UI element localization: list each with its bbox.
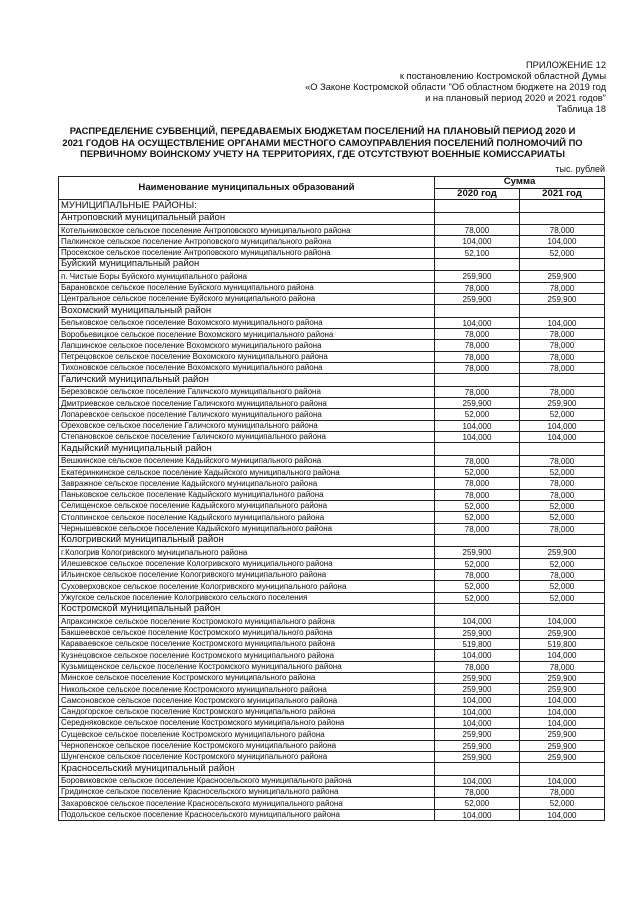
table-row [59, 706, 605, 717]
appendix-header [305, 60, 606, 115]
title-line-1: РАСПРЕДЕЛЕНИЕ СУБВЕНЦИЙ, ПЕРЕДАВАЕМЫХ БЮДЖЕТАМ ПОСЕЛЕНИЙ НА ПЛАНОВЫЙ ПЕРИОД 2020 И [69, 125, 576, 136]
row-name: Кузьмищенское сельское поселение Костромского муниципального района [59, 661, 435, 672]
row-name: Екатеринкинское сельское поселение Кадыйского муниципального района [59, 467, 435, 478]
row-sum-2020: 259,900 [435, 271, 520, 282]
table-row [59, 317, 605, 328]
table-row [59, 512, 605, 523]
row-sum-2021 [520, 763, 605, 776]
row-name: Центральное сельское поселение Буйского муниципального района [59, 293, 435, 304]
row-name: г.Кологрив Кологривского муниципального района [59, 547, 435, 558]
table-row [59, 798, 605, 809]
table-row [59, 603, 605, 616]
row-name: Петрецовское сельское поселение Вохомского муниципального района [59, 351, 435, 362]
row-sum-2021: 52,000 [520, 798, 605, 809]
row-name: Илешевское сельское поселение Кологривского муниципального района [59, 558, 435, 569]
table-row [59, 478, 605, 489]
row-name: Суховерховское сельское поселение Кологривского муниципального района [59, 581, 435, 592]
row-name: Степановское сельское поселение Галичского муниципального района [59, 431, 435, 442]
row-sum-2021: 259,900 [520, 293, 605, 304]
table-row [59, 775, 605, 786]
row-sum-2021 [520, 374, 605, 387]
row-sum-2021: 52,000 [520, 512, 605, 523]
row-sum-2020: 259,900 [435, 293, 520, 304]
appendix-law-period: и на плановый период 2020 и 2021 годов" [425, 93, 606, 103]
table-row [59, 455, 605, 466]
row-sum-2020: 78,000 [435, 489, 520, 500]
table-row [59, 616, 605, 627]
row-sum-2021: 259,900 [520, 271, 605, 282]
table-row [59, 751, 605, 762]
row-sum-2020: 104,000 [435, 420, 520, 431]
row-sum-2021: 259,900 [520, 740, 605, 751]
row-sum-2020: 52,000 [435, 798, 520, 809]
row-name: Ильинское сельское поселение Кологривского муниципального района [59, 569, 435, 580]
row-sum-2020 [435, 200, 520, 213]
row-sum-2020 [435, 443, 520, 456]
row-name: Палкинское сельское поселение Антроповского муниципального района [59, 236, 435, 247]
row-name: Шунгенское сельское поселение Костромского муниципального района [59, 751, 435, 762]
table-row [59, 500, 605, 511]
table-row [59, 547, 605, 558]
row-name: Столпинское сельское поселение Кадыйского муниципального района [59, 512, 435, 523]
row-name: Сандогорское сельское поселение Костромского муниципального района [59, 706, 435, 717]
row-name: Котельниковское сельское поселение Антроповского муниципального района [59, 225, 435, 236]
row-name: Середняковское сельское поселение Костромского муниципального района [59, 717, 435, 728]
table-row [59, 558, 605, 569]
row-sum-2021: 104,000 [520, 420, 605, 431]
row-sum-2020: 259,900 [435, 729, 520, 740]
subsidy-table [58, 176, 605, 821]
row-sum-2021 [520, 212, 605, 225]
row-sum-2020: 78,000 [435, 329, 520, 340]
row-sum-2020: 78,000 [435, 386, 520, 397]
row-sum-2021: 78,000 [520, 225, 605, 236]
row-name: Лопаревское сельское поселение Галичского муниципального района [59, 409, 435, 420]
table-row [59, 638, 605, 649]
row-name: Вешкинское сельское поселение Кадыйского муниципального района [59, 455, 435, 466]
row-sum-2020: 78,000 [435, 786, 520, 797]
row-sum-2021: 78,000 [520, 329, 605, 340]
row-sum-2020: 52,000 [435, 512, 520, 523]
table-body [59, 200, 605, 821]
appendix-reference: к постановлению Костромской областной Думы [399, 71, 606, 81]
row-name: Чернопенское сельское поселение Костромского муниципального района [59, 740, 435, 751]
row-sum-2021: 104,000 [520, 616, 605, 627]
column-header-2021: 2021 год [520, 188, 605, 200]
row-name: Просекское сельское поселение Антроповского муниципального района [59, 247, 435, 258]
title-line-3: ПЕРВИЧНОМУ ВОИНСКОМУ УЧЕТУ НА ТЕРРИТОРИЯХ, ГДЕ ОТСУТСТВУЮТ ВОЕННЫЕ КОМИССАРИАТЫ [80, 148, 565, 159]
row-sum-2021: 259,900 [520, 627, 605, 638]
row-sum-2021: 78,000 [520, 386, 605, 397]
row-sum-2021: 519,800 [520, 638, 605, 649]
table-row [59, 247, 605, 258]
row-sum-2020: 52,100 [435, 247, 520, 258]
row-sum-2020: 78,000 [435, 569, 520, 580]
row-sum-2021: 104,000 [520, 650, 605, 661]
table-row [59, 225, 605, 236]
table-row [59, 305, 605, 318]
row-name: Кологривский муниципальный район [59, 534, 435, 547]
row-sum-2020: 104,000 [435, 717, 520, 728]
row-sum-2021: 52,000 [520, 500, 605, 511]
table-row [59, 212, 605, 225]
row-sum-2020: 104,000 [435, 317, 520, 328]
table-row [59, 786, 605, 797]
row-sum-2021: 259,900 [520, 751, 605, 762]
row-sum-2020: 78,000 [435, 225, 520, 236]
row-sum-2020: 104,000 [435, 706, 520, 717]
row-sum-2021: 78,000 [520, 661, 605, 672]
table-row [59, 200, 605, 213]
row-sum-2020: 52,000 [435, 581, 520, 592]
row-sum-2020: 104,000 [435, 809, 520, 820]
row-sum-2021: 78,000 [520, 282, 605, 293]
table-row [59, 362, 605, 373]
table-row [59, 282, 605, 293]
row-sum-2021 [520, 200, 605, 213]
row-name: Боровиковское сельское поселение Красносельского муниципального района [59, 775, 435, 786]
row-name: Селищенское сельское поселение Кадыйского муниципального района [59, 500, 435, 511]
row-sum-2021: 78,000 [520, 786, 605, 797]
row-sum-2020: 78,000 [435, 661, 520, 672]
row-sum-2021: 78,000 [520, 340, 605, 351]
row-name: Завражное сельское поселение Кадыйского муниципального района [59, 478, 435, 489]
row-sum-2020: 259,900 [435, 398, 520, 409]
row-sum-2020: 104,000 [435, 775, 520, 786]
row-sum-2021: 52,000 [520, 247, 605, 258]
table-row [59, 386, 605, 397]
row-name: Минское сельское поселение Костромского муниципального района [59, 672, 435, 683]
row-sum-2021: 104,000 [520, 695, 605, 706]
units-label: тыс. рублей [555, 164, 605, 174]
table-row [59, 351, 605, 362]
row-name: Караваевское сельское поселение Костромского муниципального района [59, 638, 435, 649]
row-sum-2020 [435, 212, 520, 225]
row-sum-2021: 78,000 [520, 351, 605, 362]
table-row [59, 717, 605, 728]
row-name: Самсоновское сельское поселение Костромского муниципального района [59, 695, 435, 706]
row-sum-2020 [435, 374, 520, 387]
row-name: Буйский муниципальный район [59, 258, 435, 271]
row-sum-2020: 78,000 [435, 362, 520, 373]
table-row [59, 569, 605, 580]
row-sum-2021: 104,000 [520, 236, 605, 247]
row-sum-2020: 104,000 [435, 616, 520, 627]
column-header-2020: 2020 год [435, 188, 520, 200]
row-name: Галичский муниципальный район [59, 374, 435, 387]
table-row [59, 467, 605, 478]
table-row [59, 627, 605, 638]
row-sum-2020: 104,000 [435, 695, 520, 706]
row-sum-2020: 78,000 [435, 351, 520, 362]
row-sum-2020: 52,000 [435, 500, 520, 511]
row-sum-2020: 52,000 [435, 558, 520, 569]
row-name: Бельковское сельское поселение Вохомского муниципального района [59, 317, 435, 328]
table-row [59, 672, 605, 683]
row-name: Кадыйский муниципальный район [59, 443, 435, 456]
table-row [59, 236, 605, 247]
row-sum-2020: 259,900 [435, 740, 520, 751]
row-sum-2021: 78,000 [520, 478, 605, 489]
row-sum-2021 [520, 305, 605, 318]
row-sum-2021: 259,900 [520, 729, 605, 740]
row-sum-2020: 519,800 [435, 638, 520, 649]
table-row [59, 684, 605, 695]
table-row [59, 592, 605, 603]
row-name: Никольское сельское поселение Костромского муниципального района [59, 684, 435, 695]
row-sum-2020: 52,000 [435, 592, 520, 603]
row-sum-2021: 78,000 [520, 489, 605, 500]
table-row [59, 581, 605, 592]
table-row [59, 409, 605, 420]
row-sum-2020: 78,000 [435, 340, 520, 351]
row-sum-2020: 78,000 [435, 282, 520, 293]
row-name: Березовское сельское поселение Галичского муниципального района [59, 386, 435, 397]
appendix-law-title: «О Законе Костромской области "Об областном бюджете на 2019 год [305, 82, 606, 92]
row-sum-2021: 259,900 [520, 398, 605, 409]
row-sum-2020: 52,000 [435, 467, 520, 478]
row-sum-2021: 52,000 [520, 592, 605, 603]
table-row [59, 258, 605, 271]
table-row [59, 420, 605, 431]
title-line-2: 2021 ГОДОВ НА ОСУЩЕСТВЛЕНИЕ ОРГАНАМИ МЕСТНОГО САМОУПРАВЛЕНИЯ ПОСЕЛЕНИЙ ПОЛНОМОЧИЙ ПО [62, 136, 583, 148]
table-row [59, 489, 605, 500]
row-sum-2020: 104,000 [435, 431, 520, 442]
column-header-sum: Сумма [435, 177, 605, 189]
row-name: Захаровское сельское поселение Красносельского муниципального района [59, 798, 435, 809]
row-sum-2021: 104,000 [520, 706, 605, 717]
row-sum-2020: 52,000 [435, 409, 520, 420]
row-sum-2020 [435, 763, 520, 776]
row-sum-2021: 52,000 [520, 409, 605, 420]
row-name: Вохомский муниципальный район [59, 305, 435, 318]
document-title [40, 125, 605, 160]
row-name: МУНИЦИПАЛЬНЫЕ РАЙОНЫ: [59, 200, 435, 213]
row-sum-2020: 259,900 [435, 627, 520, 638]
row-name: Чернышевское сельское поселение Кадыйского муниципального района [59, 523, 435, 534]
row-name: Ужугское сельское поселение Кологривского сельского поселения [59, 592, 435, 603]
table-row [59, 661, 605, 672]
row-name: Гридинское сельское поселение Красносельского муниципального района [59, 786, 435, 797]
row-name: Тихоновское сельское поселение Вохомского муниципального района [59, 362, 435, 373]
row-sum-2021: 259,900 [520, 684, 605, 695]
row-sum-2021: 78,000 [520, 569, 605, 580]
row-sum-2020: 104,000 [435, 650, 520, 661]
row-sum-2021: 78,000 [520, 523, 605, 534]
row-name: Воробьевицкое сельское поселение Вохомского муниципального района [59, 329, 435, 340]
table-row [59, 329, 605, 340]
row-name: Паньковское сельское поселение Кадыйского муниципального района [59, 489, 435, 500]
table-row [59, 763, 605, 776]
row-sum-2020: 259,900 [435, 547, 520, 558]
row-name: Лапшинское сельское поселение Вохомского муниципального района [59, 340, 435, 351]
row-name: Бакшеевское сельское поселение Костромского муниципального района [59, 627, 435, 638]
row-sum-2020 [435, 534, 520, 547]
table-number: Таблица 18 [556, 104, 606, 114]
row-sum-2020 [435, 603, 520, 616]
row-sum-2020: 259,900 [435, 672, 520, 683]
column-header-name: Наименование муниципальных образований [59, 177, 435, 200]
table-row [59, 695, 605, 706]
row-sum-2021 [520, 534, 605, 547]
row-sum-2020 [435, 258, 520, 271]
row-sum-2021 [520, 603, 605, 616]
table-row [59, 271, 605, 282]
row-sum-2021: 104,000 [520, 775, 605, 786]
table-row [59, 443, 605, 456]
row-sum-2020: 259,900 [435, 751, 520, 762]
row-sum-2020: 78,000 [435, 478, 520, 489]
row-sum-2020: 259,900 [435, 684, 520, 695]
row-sum-2021: 104,000 [520, 317, 605, 328]
table-row [59, 293, 605, 304]
row-name: Красносельский муниципальный район [59, 763, 435, 776]
row-sum-2020: 78,000 [435, 455, 520, 466]
row-sum-2021: 259,900 [520, 672, 605, 683]
table-row [59, 340, 605, 351]
row-name: Барановское сельское поселение Буйского муниципального района [59, 282, 435, 293]
row-sum-2021: 52,000 [520, 558, 605, 569]
appendix-number: ПРИЛОЖЕНИЕ 12 [526, 60, 606, 70]
row-sum-2021: 104,000 [520, 809, 605, 820]
row-sum-2020: 78,000 [435, 523, 520, 534]
row-name: Кузнецовское сельское поселение Костромского муниципального района [59, 650, 435, 661]
row-sum-2020 [435, 305, 520, 318]
row-sum-2021: 104,000 [520, 717, 605, 728]
row-sum-2020: 104,000 [435, 236, 520, 247]
row-sum-2021: 104,000 [520, 431, 605, 442]
row-name: Костромской муниципальный район [59, 603, 435, 616]
table-row [59, 374, 605, 387]
row-name: п. Чистые Боры Буйского муниципального района [59, 271, 435, 282]
row-sum-2021: 78,000 [520, 362, 605, 373]
table-row [59, 729, 605, 740]
row-sum-2021: 78,000 [520, 455, 605, 466]
table-row [59, 740, 605, 751]
row-sum-2021: 52,000 [520, 581, 605, 592]
row-name: Ореховское сельское поселение Галичского муниципального района [59, 420, 435, 431]
row-sum-2021 [520, 258, 605, 271]
row-sum-2021: 52,000 [520, 467, 605, 478]
row-sum-2021 [520, 443, 605, 456]
row-sum-2021: 259,900 [520, 547, 605, 558]
row-name: Дмитриевское сельское поселение Галичского муниципального района [59, 398, 435, 409]
table-row [59, 809, 605, 820]
table-row [59, 523, 605, 534]
table-row [59, 650, 605, 661]
row-name: Подольское сельское поселение Красносельского муниципального района [59, 809, 435, 820]
row-name: Апраксинское сельское поселение Костромского муниципального района [59, 616, 435, 627]
table-row [59, 398, 605, 409]
table-row [59, 534, 605, 547]
row-name: Антроповский муниципальный район [59, 212, 435, 225]
row-name: Сущевское сельское поселение Костромского муниципального района [59, 729, 435, 740]
table-row [59, 431, 605, 442]
